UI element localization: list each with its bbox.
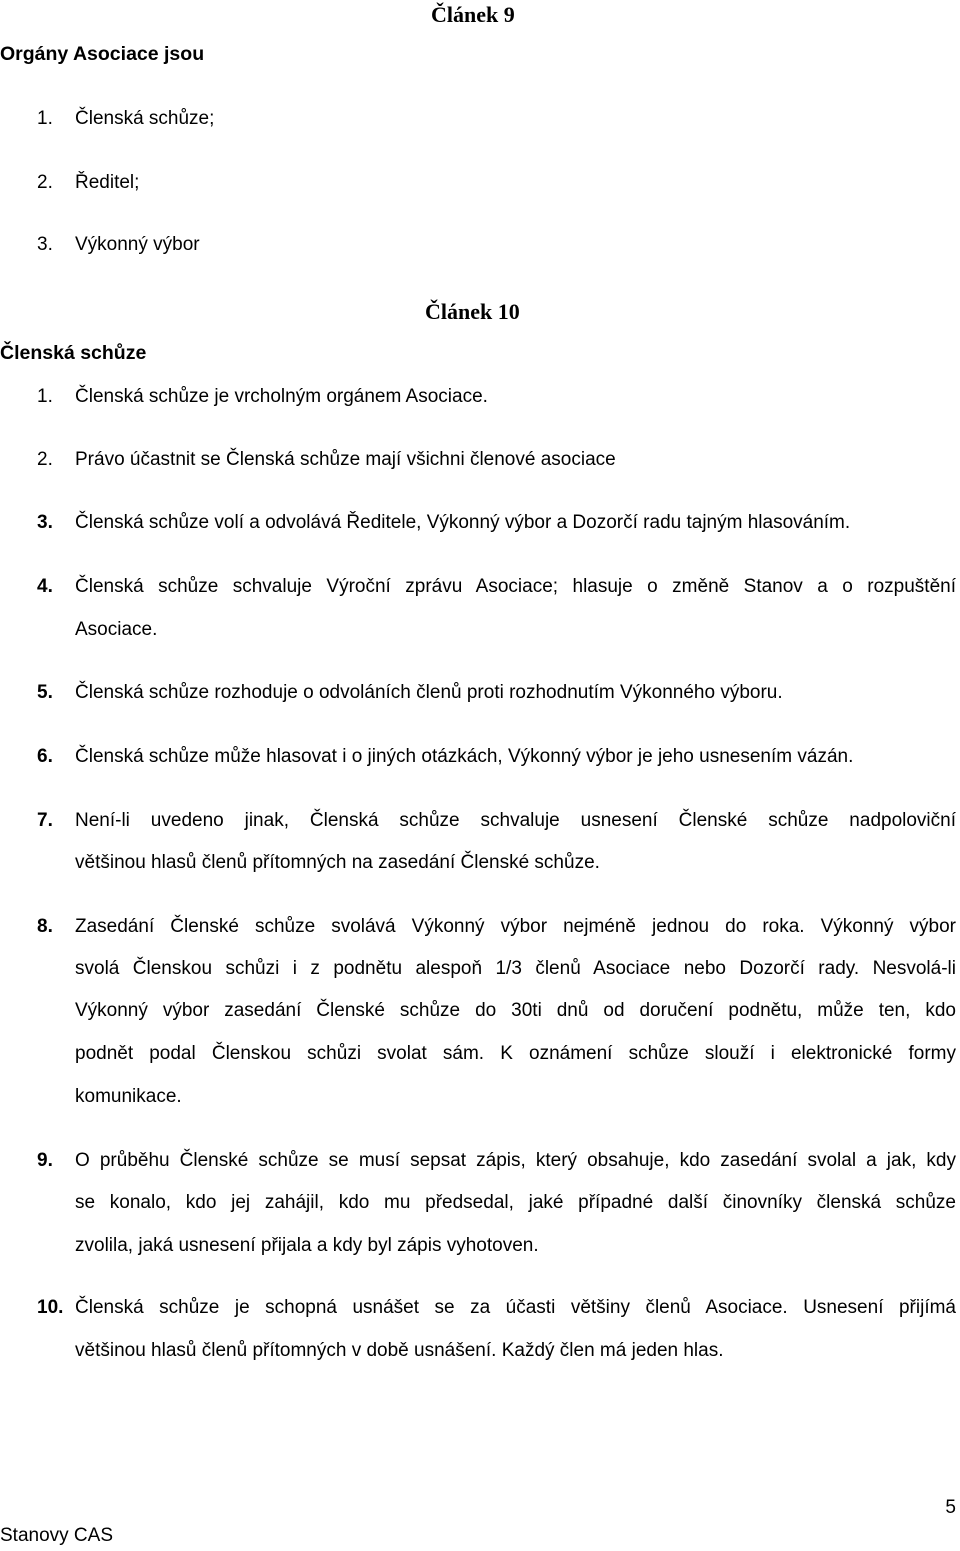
list-item-text: Zasedání Členské schůze svolává Výkonný výbor nejméně jednou do roka. Výkonný výbor (75, 916, 956, 937)
page-number: 5 (945, 1497, 956, 1518)
list-item-text: podnět podal Členskou schůzi svolat sám. K oznámení schůze slouží i elektronické formy (75, 1043, 956, 1064)
list-item-number: 7. (37, 810, 53, 831)
list-item-text: zvolila, jaká usnesení přijala a kdy byl zápis vyhotoven. (75, 1235, 539, 1256)
list-item-text: Není-li uvedeno jinak, Členská schůze schvaluje usnesení Členské schůze nadpoloviční (75, 810, 956, 831)
list-item-number: 5. (37, 682, 53, 703)
article-10-section-title: Členská schůze (0, 342, 147, 364)
list-item-text: komunikace. (75, 1086, 182, 1107)
list-item-text: Právo účastnit se Členská schůze mají všichni členové asociace (75, 449, 616, 470)
list-item-text: Členská schůze volí a odvolává Ředitele, Výkonný výbor a Dozorčí radu tajným hlasováním. (75, 512, 851, 533)
list-item-number: 4. (37, 576, 53, 597)
list-item-text: Členská schůze rozhoduje o odvoláních členů proti rozhodnutím Výkonného výboru. (75, 682, 783, 703)
list-item-text: Výkonný výbor (75, 234, 200, 255)
list-item-text: Členská schůze je vrcholným orgánem Asociace. (75, 386, 488, 407)
list-item-text: Asociace. (75, 619, 158, 640)
list-item-number: 1. (37, 108, 53, 129)
list-item-text: svolá Členskou schůzi i z podnětu alespoň 1/3 členů Asociace nebo Dozorčí rady. Nesvolá-li (75, 958, 956, 979)
list-item-text: Členská schůze schvaluje Výroční zprávu Asociace; hlasuje o změně Stanov a o rozpuštění (75, 576, 956, 597)
list-item-text: Členská schůze je schopná usnášet se za účasti většiny členů Asociace. Usnesení přijímá (75, 1297, 956, 1318)
list-item-number: 10. (37, 1297, 64, 1318)
list-item-text: Ředitel; (75, 172, 140, 193)
list-item-number: 1. (37, 386, 53, 407)
list-item-number: 8. (37, 916, 53, 937)
list-item-number: 2. (37, 449, 53, 470)
list-item-text: O průběhu Členské schůze se musí sepsat zápis, který obsahuje, kdo zasedání svolal a jak, kdy (75, 1150, 956, 1171)
list-item-text: většinou hlasů členů přítomných na zasedání Členské schůze. (75, 852, 600, 873)
list-item-number: 3. (37, 512, 53, 533)
article-9-intro: Orgány Asociace jsou (0, 43, 205, 65)
list-item-text: se konalo, kdo jej zahájil, kdo mu předsedal, jaké případné další činovníky členská schůze (75, 1192, 956, 1213)
list-item-number: 3. (37, 234, 53, 255)
list-item-text: Členská schůze může hlasovat i o jiných otázkách, Výkonný výbor je jeho usnesením vázán. (75, 746, 854, 767)
list-item-text: Členská schůze; (75, 108, 215, 129)
footer-document-name: Stanovy CAS (0, 1525, 113, 1546)
article-10-heading: Článek 10 (425, 299, 520, 324)
list-item-text: Výkonný výbor zasedání Členské schůze do 30ti dnů od doručení podnětu, může ten, kdo (75, 1000, 956, 1021)
list-item-number: 9. (37, 1150, 53, 1171)
list-item-text: většinou hlasů členů přítomných v době usnášení. Každý člen má jeden hlas. (75, 1340, 724, 1361)
list-item-number: 2. (37, 172, 53, 193)
list-item-number: 6. (37, 746, 53, 767)
article-9-heading: Článek 9 (431, 2, 515, 27)
